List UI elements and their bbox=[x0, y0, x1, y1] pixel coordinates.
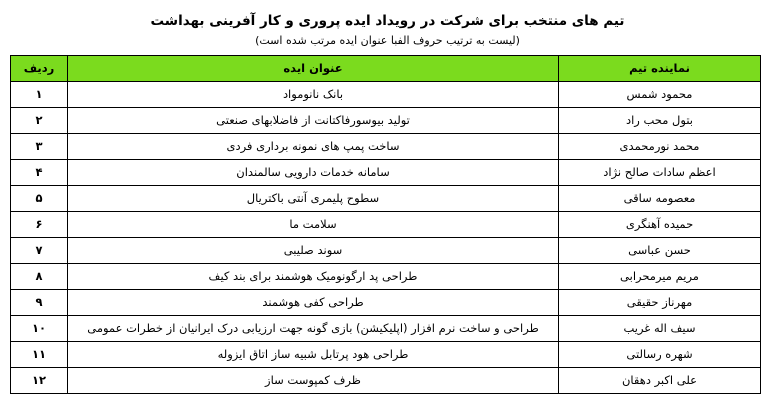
table-row bbox=[11, 342, 761, 368]
column-header-representative: نماینده تیم bbox=[559, 56, 761, 82]
cell-idea-title: تولید بیوسورفاکتانت از فاضلابهای صنعتی bbox=[68, 108, 559, 134]
cell-representative: حسن عباسی bbox=[559, 238, 761, 264]
cell-representative: مریم میرمحرابی bbox=[559, 264, 761, 290]
cell-representative: محمد نورمحمدی bbox=[559, 134, 761, 160]
cell-idea-title: سلامت ما bbox=[68, 212, 559, 238]
cell-representative: سیف اله غریب bbox=[559, 316, 761, 342]
table-row bbox=[11, 160, 761, 186]
column-header-row: ردیف bbox=[11, 56, 68, 82]
table-row bbox=[11, 368, 761, 394]
cell-row-number: ۱۰ bbox=[11, 316, 68, 342]
cell-row-number: ۸ bbox=[11, 264, 68, 290]
cell-row-number: ۱۲ bbox=[11, 368, 68, 394]
cell-row-number: ۳ bbox=[11, 134, 68, 160]
table-row bbox=[11, 186, 761, 212]
cell-row-number: ۶ bbox=[11, 212, 68, 238]
table-header-row bbox=[11, 56, 761, 82]
cell-idea-title: طراحی کفی هوشمند bbox=[68, 290, 559, 316]
cell-representative: علی اکبر دهقان bbox=[559, 368, 761, 394]
table-row bbox=[11, 316, 761, 342]
table-row bbox=[11, 108, 761, 134]
page-title: تیم های منتخب برای شرکت در رویداد ایده پروری و کار آفرینی بهداشت bbox=[150, 13, 625, 29]
cell-idea-title: سطوح پلیمری آنتی باکتریال bbox=[68, 186, 559, 212]
cell-idea-title: سوند صلیبی bbox=[68, 238, 559, 264]
cell-idea-title: طراحی و ساخت نرم افزار (اپلیکیشن) بازی گونه جهت ارزیابی درک ایرانیان از خطرات عمومی bbox=[68, 316, 559, 342]
cell-representative: معصومه ساقی bbox=[559, 186, 761, 212]
cell-representative: محمود شمس bbox=[559, 82, 761, 108]
column-header-idea-title: عنوان ایده bbox=[68, 56, 559, 82]
teams-table bbox=[10, 55, 761, 394]
cell-row-number: ۴ bbox=[11, 160, 68, 186]
cell-representative: حمیده آهنگری bbox=[559, 212, 761, 238]
cell-row-number: ۲ bbox=[11, 108, 68, 134]
table-body bbox=[11, 82, 761, 394]
cell-idea-title: طراحی هود پرتابل شبیه ساز اتاق ایزوله bbox=[68, 342, 559, 368]
cell-representative: اعظم سادات صالح نژاد bbox=[559, 160, 761, 186]
cell-row-number: ۵ bbox=[11, 186, 68, 212]
table-row bbox=[11, 212, 761, 238]
table-row bbox=[11, 290, 761, 316]
cell-row-number: ۷ bbox=[11, 238, 68, 264]
table-row bbox=[11, 264, 761, 290]
table-header bbox=[11, 56, 761, 82]
cell-representative: مهرناز حقیقی bbox=[559, 290, 761, 316]
page-subtitle: (لیست به ترتیب حروف الفبا عنوان ایده مرتب شده است) bbox=[255, 33, 520, 47]
table-row bbox=[11, 238, 761, 264]
cell-idea-title: سامانه خدمات دارویی سالمندان bbox=[68, 160, 559, 186]
cell-representative: شهره رسالتی bbox=[559, 342, 761, 368]
cell-row-number: ۹ bbox=[11, 290, 68, 316]
table-row bbox=[11, 134, 761, 160]
cell-idea-title: ساخت پمپ های نمونه برداری فردی bbox=[68, 134, 559, 160]
cell-representative: بتول محب راد bbox=[559, 108, 761, 134]
cell-row-number: ۱۱ bbox=[11, 342, 68, 368]
cell-row-number: ۱ bbox=[11, 82, 68, 108]
cell-idea-title: بانک نانومواد bbox=[68, 82, 559, 108]
cell-idea-title: ظرف کمپوست ساز bbox=[68, 368, 559, 394]
cell-idea-title: طراحی پد ارگونومیک هوشمند برای بند کیف bbox=[68, 264, 559, 290]
table-row bbox=[11, 82, 761, 108]
